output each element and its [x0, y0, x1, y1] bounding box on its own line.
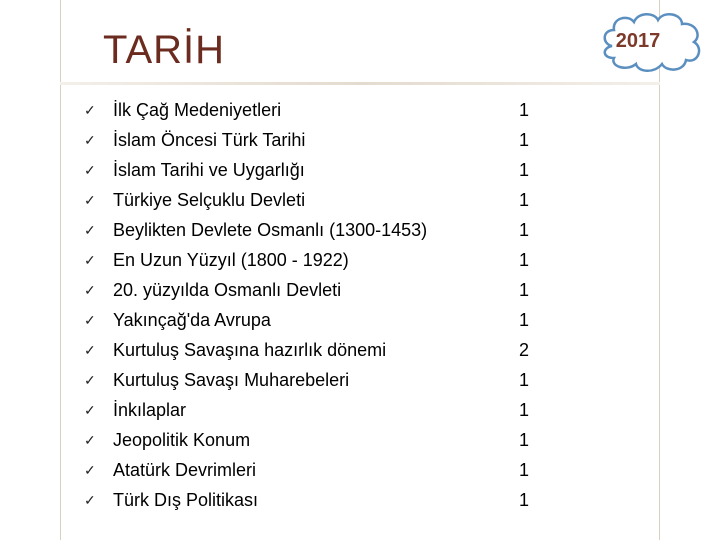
check-icon: ✓	[84, 432, 96, 448]
title-divider	[60, 82, 660, 85]
list-item	[84, 125, 544, 155]
check-icon: ✓	[84, 372, 96, 388]
list-item	[84, 365, 544, 395]
topic-count: 1	[518, 460, 529, 480]
list-item	[84, 215, 544, 245]
list-item	[84, 455, 544, 485]
topic-label: Atatürk Devrimleri	[113, 460, 257, 480]
check-icon: ✓	[84, 282, 96, 298]
list-item	[84, 335, 544, 365]
topic-label: İslam Öncesi Türk Tarihi	[113, 130, 306, 150]
topic-label: İnkılaplar	[113, 400, 187, 420]
list-item	[84, 185, 544, 215]
topic-count: 1	[518, 250, 529, 270]
topic-count: 1	[518, 310, 529, 330]
list-item	[84, 95, 544, 125]
topic-count: 1	[518, 160, 529, 180]
topic-count: 1	[518, 370, 529, 390]
check-icon: ✓	[84, 252, 96, 268]
topic-label: Kurtuluş Savaşına hazırlık dönemi	[113, 340, 387, 360]
topic-label: Beylikten Devlete Osmanlı (1300-1453)	[113, 220, 428, 240]
check-icon: ✓	[84, 102, 96, 118]
topic-list	[84, 95, 544, 515]
topic-count: 1	[518, 130, 529, 150]
list-item	[84, 485, 544, 515]
topic-count: 2	[518, 340, 529, 360]
list-item	[84, 305, 544, 335]
topic-label: Kurtuluş Savaşı Muharebeleri	[113, 370, 350, 390]
check-icon: ✓	[84, 402, 96, 418]
topic-count: 1	[518, 280, 529, 300]
list-item	[84, 155, 544, 185]
topic-label: En Uzun Yüzyıl (1800 - 1922)	[113, 250, 349, 270]
list-item	[84, 395, 544, 425]
check-icon: ✓	[84, 492, 96, 508]
list-item	[84, 275, 544, 305]
topic-label: Yakınçağ'da Avrupa	[113, 310, 271, 330]
check-icon: ✓	[84, 132, 96, 148]
topic-count: 1	[518, 490, 529, 510]
check-icon: ✓	[84, 222, 96, 238]
topic-label: İslam Tarihi ve Uygarlığı	[113, 160, 305, 180]
topic-label: 20. yüzyılda Osmanlı Devleti	[113, 280, 342, 300]
list-item	[84, 245, 544, 275]
topic-count: 1	[518, 100, 529, 120]
topic-label: Türk Dış Politikası	[113, 490, 259, 510]
check-icon: ✓	[84, 162, 96, 178]
list-item	[84, 425, 544, 455]
check-icon: ✓	[84, 462, 96, 478]
year-badge: 2017	[615, 30, 661, 52]
topic-count: 1	[518, 190, 529, 210]
topic-count: 1	[518, 400, 529, 420]
check-icon: ✓	[84, 312, 96, 328]
topic-count: 1	[518, 220, 529, 240]
topic-label: Türkiye Selçuklu Devleti	[113, 190, 306, 210]
topic-label: Jeopolitik Konum	[113, 430, 251, 450]
page-title: TARİH	[103, 28, 226, 72]
check-icon: ✓	[84, 192, 96, 208]
topic-label: İlk Çağ Medeniyetleri	[113, 100, 282, 120]
topic-count: 1	[518, 430, 529, 450]
check-icon: ✓	[84, 342, 96, 358]
